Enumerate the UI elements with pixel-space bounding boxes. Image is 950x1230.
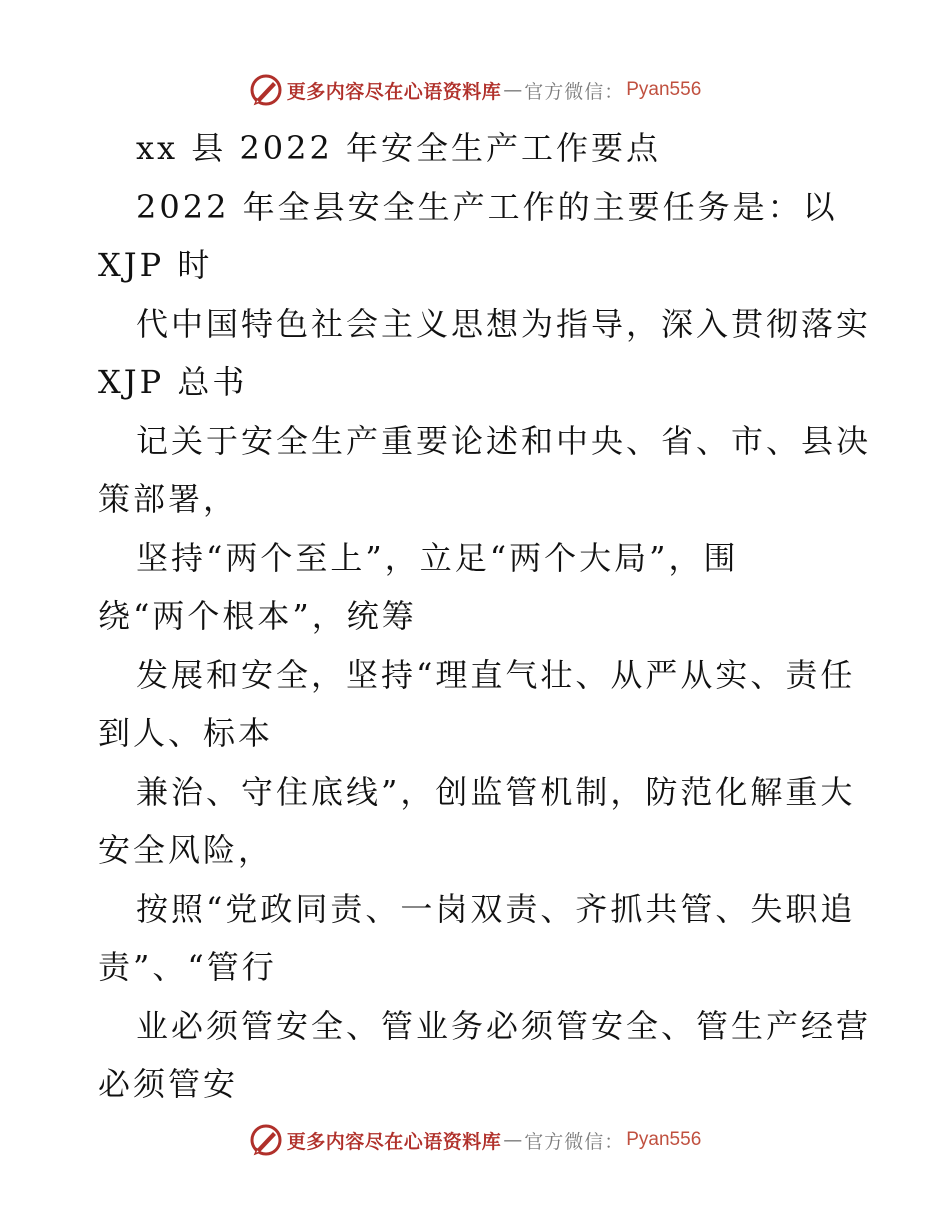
text-line: 策部署， (98, 480, 239, 518)
header-watermark (0, 70, 950, 110)
pen-logo-icon (249, 1123, 283, 1157)
watermark-wechat-id: Pyan556 (626, 1129, 702, 1150)
watermark-wechat-id: Pyan556 (626, 79, 702, 100)
text-line: 坚持“两个至上”，立足“两个大局”，围 (136, 538, 739, 577)
text-line: 安全风险， (98, 831, 274, 869)
text-line: 责”、“管行 (98, 948, 277, 986)
text-line: 业必须管安全、管业务必须管安全、管生产经营 (136, 1006, 872, 1045)
text-line: 到人、标本 (98, 714, 274, 752)
text-line: 兼治、守住底线”，创监管机制，防范化解重大 (136, 772, 856, 811)
text-line: 2022 年全县安全生产工作的主要任务是：以 (136, 187, 838, 226)
text-line: XJP 时 (98, 246, 213, 284)
text-line: XJP 总书 (98, 363, 248, 401)
text-line: 按照“党政同责、一岗双责、齐抓共管、失职追 (136, 889, 856, 928)
document-body (98, 119, 872, 1114)
watermark-text: 更多内容尽在心语资料库 (286, 1130, 502, 1153)
watermark-wechat-label: 官方微信： (524, 80, 625, 103)
footer-watermark (0, 1120, 950, 1160)
pen-logo-icon (249, 73, 283, 107)
text-line: 记关于安全生产重要论述和中央、省、市、县决 (136, 421, 872, 460)
text-line: 必须管安 (98, 1065, 239, 1103)
text-line: 代中国特色社会主义思想为指导，深入贯彻落实 (136, 304, 872, 343)
watermark-dash: — (503, 1129, 523, 1151)
document-title: xx 县 2022 年安全生产工作要点 (136, 129, 662, 167)
watermark-dash: — (503, 79, 523, 101)
watermark-text: 更多内容尽在心语资料库 (286, 80, 502, 103)
text-line: 绕“两个根本”，统筹 (98, 597, 417, 635)
watermark-wechat-label: 官方微信： (524, 1130, 625, 1153)
text-line: 发展和安全，坚持“理直气壮、从严从实、责任 (136, 655, 856, 694)
